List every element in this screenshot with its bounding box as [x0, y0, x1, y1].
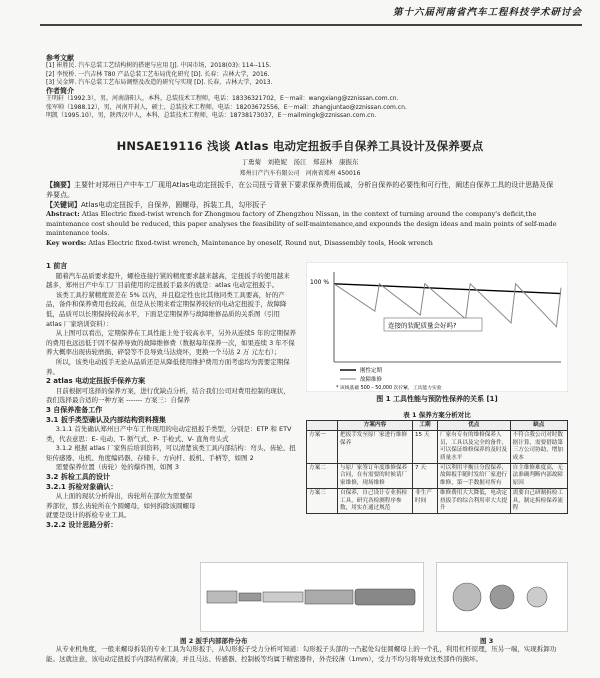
round-nut-part: [453, 583, 481, 611]
subsection-heading: 3.1 扳手类型确认及内部结构资料搜集: [46, 415, 166, 424]
figure-1-caption: 图 1 工具性能与预防性保养的关系 [1]: [376, 395, 498, 403]
references-heading: 参考文献: [46, 54, 74, 62]
figure-3-caption: 图 3: [480, 637, 494, 645]
table-cell: 维修费用大大降低，电动定扭扳手的综合利用率大大提升: [438, 489, 511, 514]
abstract-block: [46, 180, 560, 248]
figure-3-image: [436, 562, 568, 632]
reference-item: [3] 吴金辉. 汽车总装工艺布局调整及改造的研究与实现 [D]. 长春，吉林大学，2013.: [46, 78, 273, 86]
section-heading: 1 前言: [46, 262, 68, 270]
table-header-cell: 优点: [438, 421, 511, 431]
left-column: [46, 262, 296, 531]
table-header-cell: [307, 421, 338, 431]
angle-head-part: [207, 591, 237, 603]
section-heading: 2 atlas 电动定扭扳手保养方案: [46, 377, 146, 386]
table-cell: 自主维修难度高，无法准确判断内部故障原因: [510, 464, 567, 489]
running-header: 第十六届河南省汽车工程科技学术研讨会: [40, 2, 582, 26]
subsection-heading: 3.2.1 拆检对象确认：: [46, 482, 118, 491]
chart-svg: [306, 262, 568, 392]
paragraph: 需要保养位置（齿轮）处的爆炸图，如图 3: [55, 463, 179, 472]
figure-2-caption: 图 2 扳手内部部件分布: [180, 637, 248, 645]
table-cell: 与原厂家签订年度维修保养合同，在有需要的时候请厂家维修，现场维修: [338, 464, 413, 489]
table-header-cell: 方案内容: [338, 421, 413, 431]
paragraph: 3.1.1 首先确认郑州日产中车工作现用的电动定扭扳手类型，分别是：ETP 和 ETV 类，代表意思：E- 电动、T- 断气式、P- 手枪式、V- 直角弯头式: [46, 425, 292, 443]
table-row: [307, 464, 568, 489]
paragraph: 从上面的现状分析得出，齿轮所在部位为需要保养部位，那么齿轮所在个圆螺母，如何拆除该圆螺母就要是设计的拆检专业工具。: [46, 492, 196, 520]
gear-ring-part: [490, 585, 514, 609]
paragraph: 从上图可以看出，定期保养在工具性能上处于较高水平，另外从连续5 年的定期保养的费用也远远低于因不保养导致的故障维修费（数据每年保养一次，如果连续 3 年不保养大概率出现齿轮磨损、碎裂等不良导致马达烧坏，更换一个马达 2 万 元左右）；: [46, 329, 296, 357]
subsection-heading: 3.2 拆检工具的设计: [46, 473, 110, 482]
author-bio: 明凯（1995.10），男，陕西汉中人，本科，总装技术工程师，电话：18738173037，E－mailmingk@zznissan.com.cn.: [46, 112, 377, 120]
keywords-cn: Atlas电动定扭扳手，自保养，圆螺母，拆装工具，勾形扳子: [81, 201, 267, 209]
table-row: [307, 431, 568, 464]
table-cell: 方案二: [307, 464, 338, 489]
figure-2-image: [200, 562, 424, 632]
scheme-comparison-table: [306, 420, 568, 514]
table-cell: 方案一: [307, 431, 338, 464]
sensor-part: [263, 592, 303, 602]
paragraph: 目前根据可选择的保养方案，进行优缺点分析，结合我们公司对费用控制的现状，我们选择最合适的一种方案 ------- 方案三：自保养: [46, 386, 290, 405]
section-heading: 3 自保养准备工作: [46, 405, 103, 414]
gear-part: [239, 593, 261, 601]
table-row: [307, 489, 568, 514]
figure-1-chart: [306, 262, 568, 392]
table-cell: 需要自己研制拆检工具，制定拆检保养流程: [510, 489, 567, 514]
paper-affiliation: 郑州日产汽车有限公司 河南省郑州 450016: [239, 170, 361, 177]
author-bio: 张军帅（1988.12），男，河南开封人，硕士，总装技术工程师，电话：18203672556，E－mail：zhangjuntao@zznissan.com.cn.: [46, 103, 407, 111]
chart-footnote: * 该线基础 500 – 50,000 次拧紧，工具能力实验: [336, 386, 442, 391]
reference-item: [1] 崔胜民. 汽车总装工艺结构树的搭建与应用 [J]. 中国市场，2018(03): 114--115.: [46, 62, 272, 70]
chart-annotation: 连接的装配质量会好吗?: [388, 321, 457, 330]
table-cell: 自保养，自己设计专业拆检工具，研究各检测程序参数，用实在通过规范: [338, 489, 413, 514]
paper-authors: 丁勇菊 刘艳妮 汤江 郑兹林 康振东: [241, 158, 359, 166]
paper-title: HNSAE19116 浅谈 Atlas 电动定扭扳手自保养工具设计及保养要点: [116, 139, 484, 153]
bottom-paragraph: 从专业机角度，一般来螺母拆装的专业工具为勾形扳手，从勾形扳子受力分析可知道：勾形扳子头部的一凸起处勾住圆螺母上的一个孔，利用杠杆原理，压另一端，实现拆卸功能。这就注意，该电动定扭扳手内部结构紧凑，并且马达、传感器、控制板等均属于精密器件，外壳较薄（1mm），受力不均匀将导致这类部件的损坏。: [46, 645, 557, 663]
paragraph: 随着汽车品质要求提升，螺栓连接拧紧的精度要求越来越高，定扭扳手的使用越来越多，郑州日产中车工厂目前使用的定扭扳手最多的就是：atlas 电动定扭扳手。: [46, 271, 290, 290]
paragraph: 该类工具拧紧精度误差在 5% 以内，并且稳定性也比其他同类工具要高，好的产品，备件和保养费用也较高，但是从长期来看定期保养较好的电动定扭扳手，故障降低，品质可以长期保持较高水平，下面是定期保养与故障维修品质的关系图（引用 atlas 厂家培训资料）：: [46, 290, 287, 328]
abstract-en: Atlas Electric fixed-twist wrench for Zhongmou factory of Zhengzhou Nissan, in the context of turning around the company's deficit,the maintenance cost should be reduced, this paper analyses the feasibility of self-maintenance,and expounds the design ideas and main points of self-made maintenance tools.: [46, 210, 557, 238]
reference-item: [2] 李悦桥. 一汽吉林 T80 产品总装工艺布局优化研究 [D]. 长春：吉林大学，2016.: [46, 70, 270, 78]
author-bio-heading: 作者简介: [46, 87, 74, 96]
gear-exploded-drawing: [437, 563, 567, 631]
table-header-cell: 缺点: [510, 421, 567, 431]
paragraph: 3.1.2 根据 atlas 厂家售后培训资料，可以清楚该类工具内部结构：弯头、齿轮、扭矩传感器、电机、角度编码器、存储卡、方向杆、扳机、手柄等，如图 2: [46, 444, 296, 462]
references-section: [46, 54, 566, 120]
table-header-cell: 工期: [413, 421, 438, 431]
table-cell: 7 天: [413, 464, 438, 489]
paragraph: 所以，该类电动扳手无论从品质还是从降低使用维护费用方面考虑均为需要定期保养。: [46, 357, 290, 376]
abstract-label: 【摘要】: [46, 181, 74, 189]
table-title: 表 1 保养方案分析对比: [403, 411, 471, 419]
table-cell: 15 天: [413, 431, 438, 464]
legend-entry-0: 刚性定期: [360, 368, 383, 374]
table-cell: 不符合我公司对时数据计算，需要借助第三方公司协助，增加成本: [510, 431, 567, 464]
keywords-en: Atlas Electric fixed-twist wrench, Maintenance by oneself, Round nut, Disassembly tools, Hook wrench: [88, 238, 433, 247]
keywords-en-label: Key words:: [46, 238, 87, 247]
author-bio: 王明轩（1992.3），男，河南洛阳人，本科，总装技术工程师，电话：18336321702，E－mail：wangxiang@zznissan.com.cn.: [46, 95, 399, 103]
keywords-label: 【关键词】: [46, 201, 81, 209]
table-cell: 厂家有专有的维修保养人员，工具以及完全的备件，可以保证维修保养的及时及质量水平: [438, 431, 511, 464]
abstract-en-label: Abstract:: [46, 210, 80, 218]
subsection-heading: 3.2.2 设计思路分析：: [46, 521, 118, 530]
table-cell: 可以利用平衡日分段保养，故障扳手随时发给厂家进行维修，第一手数据对所有: [438, 464, 511, 489]
table-cell: 非生产时间: [413, 489, 438, 514]
handle-part: [355, 589, 415, 605]
legend-entry-1: 故障维修: [360, 377, 383, 383]
motor-part: [305, 590, 353, 604]
table-cell: 方案三: [307, 489, 338, 514]
abstract-cn: 主要针对郑州日产中车工厂现用Atlas电动定扭扳手，在公司扭亏背景下要求保养费用低减，分析自保养的必要性和可行性，阐述自保养工具的设计思路及保养要点。: [46, 181, 554, 199]
bearing-part: [527, 587, 547, 607]
table-header-row: [307, 421, 568, 431]
wrench-exploded-drawing: [201, 563, 423, 631]
y-axis-label: 100 %: [310, 279, 330, 286]
table-cell: 把扳手发至原厂家进行维修保养: [338, 431, 413, 464]
